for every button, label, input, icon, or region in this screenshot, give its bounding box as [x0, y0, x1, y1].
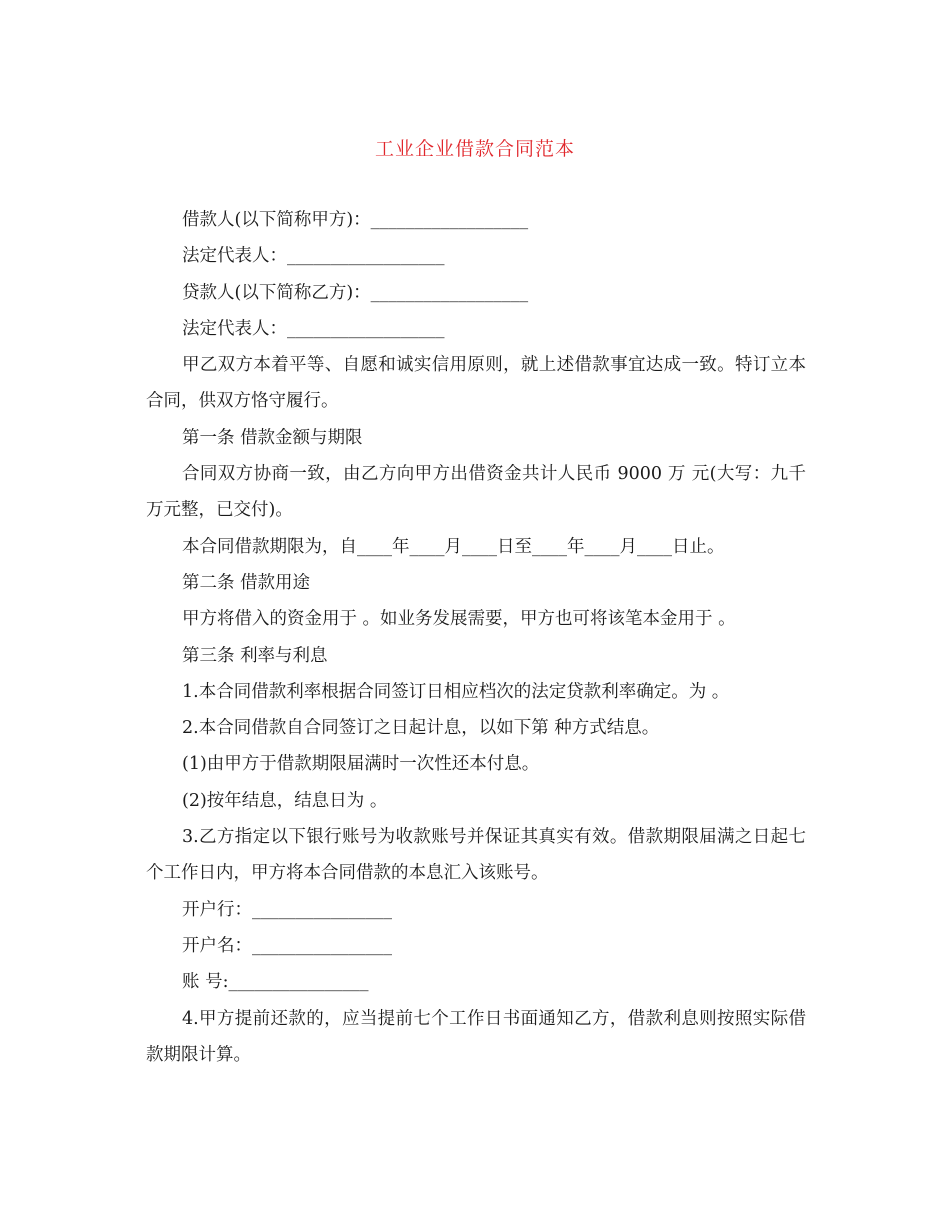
article-3-item-1: 1.本合同借款利率根据合同签订日相应档次的法定贷款利率确定。为 。: [182, 681, 730, 702]
article-1-term-paragraph: 本合同借款期限为，自____年____月____日至____年____月____日止。: [182, 536, 725, 557]
article-1-heading: 第一条 借款金额与期限: [182, 427, 363, 448]
article-2-heading: 第二条 借款用途: [182, 572, 311, 593]
article-3-option-2: (2)按年结息，结息日为 。: [182, 790, 388, 811]
article-2-purpose-paragraph: 甲方将借入的资金用于 。如业务发展需要，甲方也可将该笔本金用于 。: [182, 609, 736, 630]
lender-line: 贷款人(以下简称乙方)：__________________: [182, 282, 529, 303]
borrower-representative-line: 法定代表人：__________________: [182, 246, 445, 267]
account-name-line: 开户名：________________: [182, 935, 392, 956]
bank-name-line: 开户行：________________: [182, 899, 392, 920]
article-3-item-4: 4.甲方提前还款的，应当提前七个工作日书面通知乙方，借款利息则按照实际借款期限计算。: [146, 1008, 806, 1065]
borrower-line: 借款人(以下简称甲方)：__________________: [182, 210, 529, 230]
lender-representative-line: 法定代表人：__________________: [182, 318, 445, 339]
article-1-amount-paragraph: 合同双方协商一致，由乙方向甲方出借资金共计人民币 9000 万 元(大写：九千万元整，已交付)。: [146, 464, 806, 521]
article-3-heading: 第三条 利率与利息: [182, 645, 328, 666]
account-number-line: 账 号:________________: [182, 972, 369, 993]
article-3-item-2: 2.本合同借款自合同签订之日起计息，以如下第 种方式结息。: [182, 718, 660, 739]
document-title: 工业企业借款合同范本: [374, 138, 575, 160]
article-3-option-1: (1)由甲方于借款期限届满时一次性还本付息。: [182, 754, 540, 775]
article-3-item-3: 3.乙方指定以下银行账号为收款账号并保证其真实有效。借款期限届满之日起七个工作日内，甲方将本合同借款的本息汇入该账号。: [146, 827, 806, 884]
preamble-paragraph: 甲乙双方本着平等、自愿和诚实信用原则，就上述借款事宜达成一致。特订立本合同，供双方恪守履行。: [146, 355, 806, 412]
document-body: [146, 202, 806, 1073]
